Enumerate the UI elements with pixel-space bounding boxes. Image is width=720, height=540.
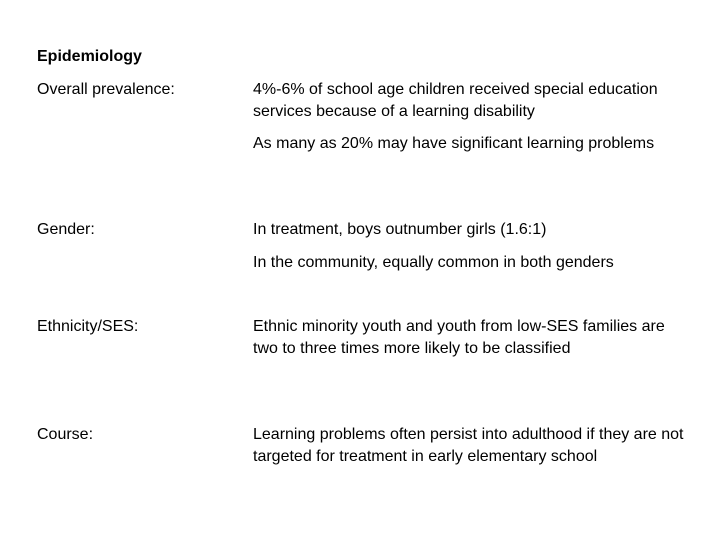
row-text-overall-prevalence-2: As many as 20% may have significant learning problems bbox=[253, 135, 655, 152]
row-label-gender: Gender: bbox=[37, 221, 95, 238]
row-text-gender-1: In treatment, boys outnumber girls (1.6:1) bbox=[253, 221, 547, 238]
row-text-overall-prevalence-1: 4%-6% of school age children received special education services because of a learning disability bbox=[253, 81, 658, 120]
row-label-course: Course: bbox=[37, 426, 94, 443]
row-text-gender-2: In the community, equally common in both genders bbox=[253, 254, 614, 271]
page-title: Epidemiology bbox=[37, 48, 142, 65]
row-label-ethnicity-ses: Ethnicity/SES: bbox=[37, 318, 139, 335]
row-text-course: Learning problems often persist into adulthood if they are not targeted for treatment in early elementary school bbox=[253, 426, 684, 465]
row-label-overall-prevalence: Overall prevalence: bbox=[37, 81, 175, 98]
row-text-ethnicity-ses: Ethnic minority youth and youth from low-SES families are two to three times more likely to be classified bbox=[253, 318, 665, 357]
